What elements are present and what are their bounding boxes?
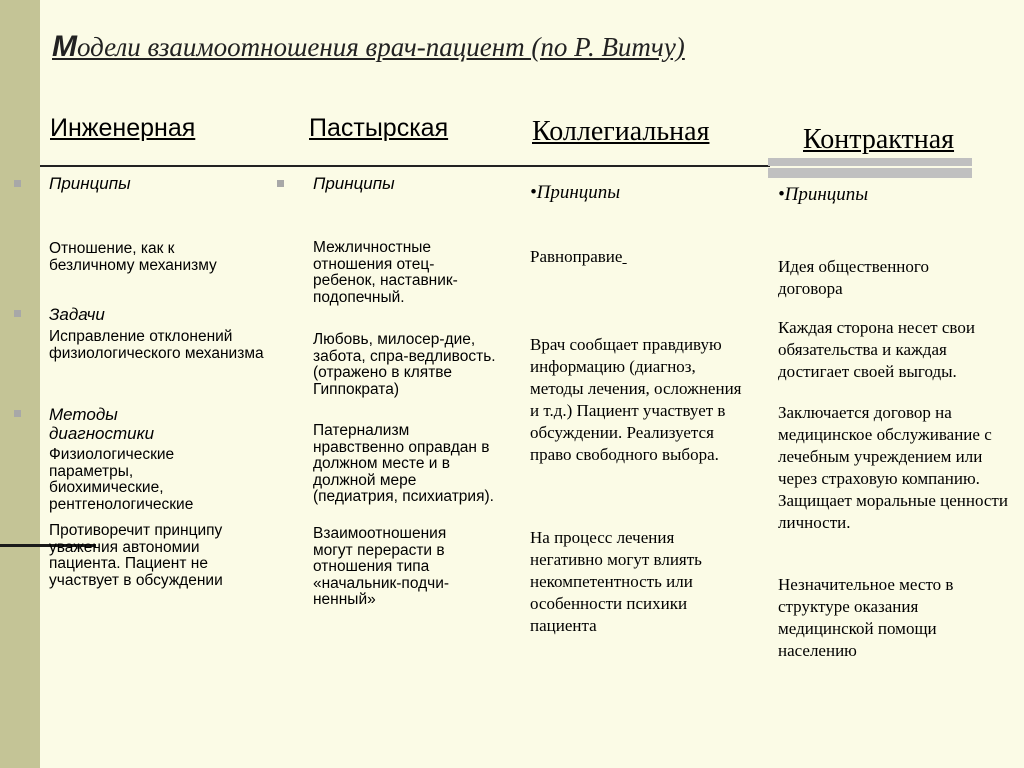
bullet-icon — [14, 180, 21, 187]
con-text-1: Идея общественного договора — [778, 257, 929, 298]
heading-contractual: Контрактная — [803, 124, 955, 155]
con-principles-label: •Принципы — [778, 184, 869, 205]
header-accent-bar-lower — [768, 168, 972, 178]
eng-methods-text: Физиологические параметры, биохимические, рентгенологические — [49, 446, 194, 513]
heading-collegial: Коллегиальная — [532, 116, 710, 147]
header-accent-bar — [768, 158, 972, 166]
col-text-1: Врач сообщает правдивую информацию (диагноз, методы лечения, осложнения и т.д.) Пациент участвует в обсуждении. Реализуется право свободного выбора. — [530, 335, 742, 464]
heading-engineering: Инженерная — [50, 114, 196, 142]
pas-text-2: Любовь, милосер-дие, забота, спра-ведливость. (отражено в клятве Гиппократа) — [313, 331, 496, 398]
heading-pastoral: Пастырская — [309, 114, 449, 142]
con-text-3: Заключается договор на медицинское обслуживание с лечебным учреждением или через страховую компанию. Защищает моральные ценности личности. — [778, 403, 1008, 532]
bullet-icon — [14, 410, 21, 417]
eng-principles-label: Принципы — [49, 174, 131, 193]
eng-contradiction-text: Противоречит принципу уважения автономии пациента. Пациент не участвует в обсуждении — [49, 522, 223, 589]
col-equality: Равноправие — [530, 247, 623, 266]
eng-tasks-text: Исправление отклонений физиологического механизма — [49, 328, 264, 362]
pas-principles-label: Принципы — [313, 174, 395, 193]
eng-principles-text: Отношение, как к безличному механизму — [49, 240, 217, 274]
bullet-icon — [14, 310, 21, 317]
eng-tasks-label: Задачи — [49, 305, 105, 324]
pas-text-4: Взаимоотношения могут перерасти в отношения типа «начальник-подчи-ненный» — [313, 525, 450, 608]
col-text-2: На процесс лечения негативно могут влиять некомпетентность или особенности психики пациента — [530, 528, 702, 635]
header-divider — [40, 165, 770, 167]
pas-text-1: Межличностные отношения отец-ребенок, наставник-подопечный. — [313, 239, 458, 306]
slide-title: Модели взаимоотношения врач-пациент (по Р. Витчу) — [52, 30, 685, 63]
con-text-4: Незначительное место в структуре оказания медицинской помощи населению — [778, 575, 954, 660]
bullet-icon — [277, 180, 284, 187]
eng-methods-label: Методы диагностики — [49, 405, 155, 443]
pas-text-3: Патернализм нравственно оправдан в должном месте и в должной мере (педиатрия, психиатрия). — [313, 422, 494, 505]
col-principles-label: •Принципы — [530, 182, 621, 203]
con-text-2: Каждая сторона несет свои обязательства и каждая достигает своей выгоды. — [778, 318, 975, 381]
sidebar-decoration — [0, 0, 40, 768]
